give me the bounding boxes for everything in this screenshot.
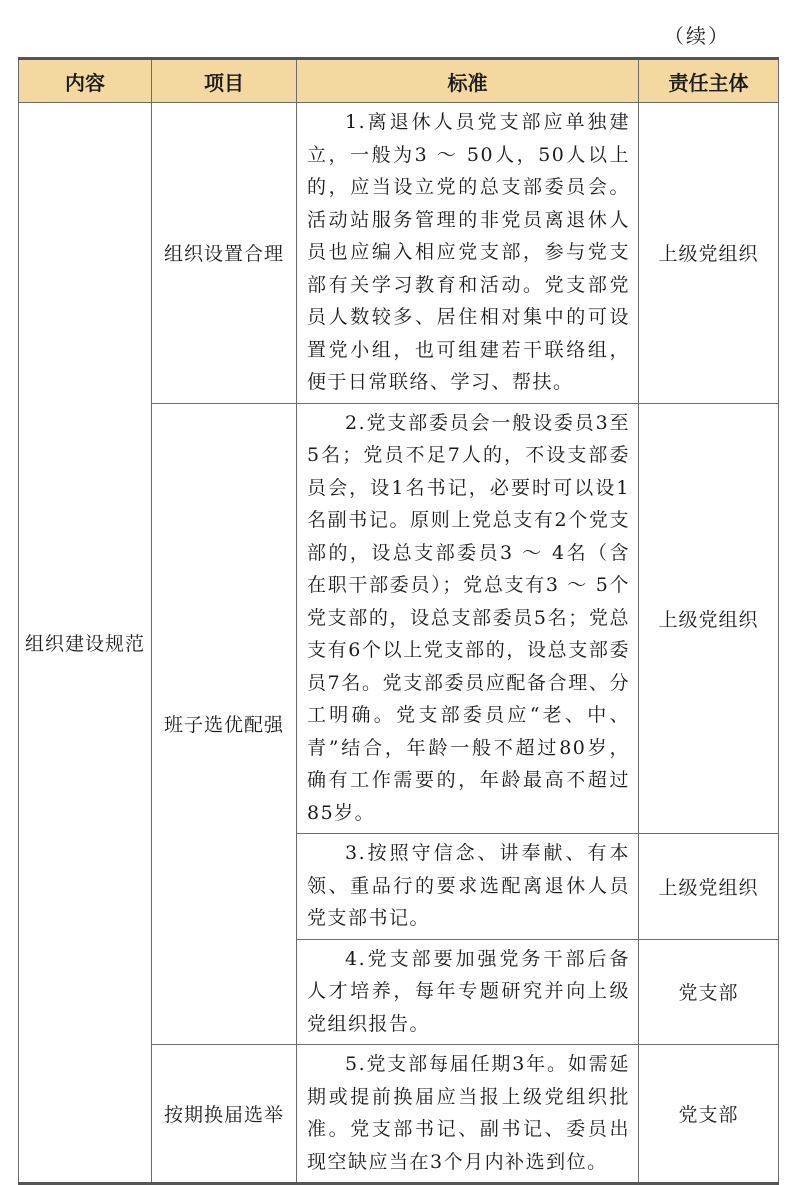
- header-owner: 责任主体: [639, 59, 779, 103]
- item-cell-leadership: 班子选优配强: [152, 403, 297, 1045]
- standard-cell: [297, 1045, 639, 1184]
- owner-cell: 党支部: [639, 1045, 779, 1184]
- header-item: 项目: [152, 59, 297, 103]
- header-row: [19, 59, 779, 103]
- standard-cell: [297, 939, 639, 1045]
- standards-table: [18, 57, 779, 1185]
- standard-text: 4.党支部要加强党务干部后备人才培养，每年专题研究并向上级党组织报告。: [307, 947, 630, 1035]
- owner-cell: 上级党组织: [639, 103, 779, 404]
- standard-text: 5.党支部每届任期3年。如需延期或提前换届应当报上级党组织批准。党支部书记、副书记、委员出现空缺应当在3个月内补选到位。: [307, 1053, 630, 1173]
- standards-table-container: [18, 57, 778, 1185]
- table-row: [19, 103, 779, 404]
- standard-text: 3.按照守信念、讲奉献、有本领、重品行的要求选配离退休人员党支部书记。: [307, 842, 630, 929]
- header-content: 内容: [19, 59, 152, 103]
- item-cell-election: 按期换届选举: [152, 1045, 297, 1184]
- header-standard: 标准: [297, 59, 639, 103]
- item-cell-org-setup: 组织设置合理: [152, 103, 297, 404]
- owner-cell: 上级党组织: [639, 403, 779, 834]
- owner-cell: 上级党组织: [639, 834, 779, 940]
- continued-label: （续）: [664, 24, 730, 48]
- table-header: [19, 59, 779, 103]
- standard-cell: [297, 834, 639, 940]
- standard-text: 1.离退休人员党支部应单独建立，一般为3 ～ 50人，50人以上的，应当设立党的总支部委员会。活动站服务管理的非党员离退休人员也应编入相应党支部，参与党支部有关学习教育和活动。党支部党员人数较多、居住相对集中的可设置党小组，也可组建若干联络组，便于日常联络、学习、帮扶。: [307, 111, 630, 393]
- standard-text: 2.党支部委员会一般设委员3至5名；党员不足7人的，不设支部委员会，设1名书记，必要时可以设1名副书记。原则上党总支有2个党支部的，设总支部委员3 ～ 4名（含在职干部委员）；党总支有3 ～ 5个党支部的，设总支部委员5名；党总支有6个以上党支部的，设总支部委员7名。党支部委员应配备合理、分工明确。党支部委员应“老、中、青”结合，年龄一般不超过80岁，确有工作需要的，年龄最高不超过85岁。: [307, 411, 630, 824]
- content-cell: 组织建设规范: [19, 103, 152, 1184]
- owner-cell: 党支部: [639, 939, 779, 1045]
- standard-cell: [297, 403, 639, 834]
- standard-cell: [297, 103, 639, 404]
- table-body: [19, 103, 779, 1184]
